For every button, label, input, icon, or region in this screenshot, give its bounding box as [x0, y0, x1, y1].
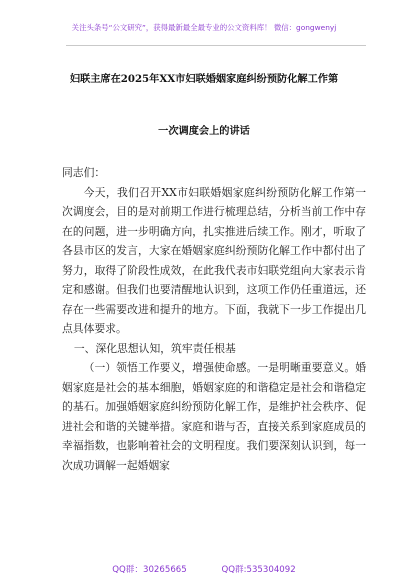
document-body — [62, 163, 366, 475]
document-title-line-1: 妇联主席在2025年XX市妇联婚姻家庭纠纷预防化解工作第 — [69, 73, 339, 85]
salutation: 同志们： — [62, 166, 106, 179]
footer-qq-group-2: QQ群:535304092 — [221, 565, 296, 575]
opening-paragraph: 今天，我们召开XX市妇联婚姻家庭纠纷预防化解工作第一次调度会，目的是对前期工作进行梳理总结，分析当前工作中存在的问题，进一步明确方向，扎实推进后续工作。刚才，听取了各县市区的发言，大家在婚姻家庭纠纷预防化解工作中都付出了努力，取得了阶段性成效，在此我代表市妇联党组向大家表示肯定和感谢。但我们也要清醒地认识到，这项工作仍任重道远，还存在一些需要改进和提升的地方。下面，我就下一步工作提出几点具体要求。 — [62, 185, 366, 335]
document-title-line-2: 一次调度会上的讲话 — [158, 125, 250, 137]
section-heading: 一、深化思想认知，筑牢责任根基 — [73, 341, 236, 355]
footer-qq-group-1: QQ群：30265665 — [112, 565, 187, 575]
footer — [0, 563, 408, 575]
header-banner: 关注头条号“公文研究”，获得最新最全最专业的公文资料库！ 微信：gongwenyj — [71, 23, 337, 32]
subsection-paragraph: （一）领悟工作要义，增强使命感。一是明晰重要意义。婚姻家庭是社会的基本细胞，婚姻家庭的和谐稳定是社会和谐稳定的基石。加强婚姻家庭纠纷预防化解工作，是维护社会秩序、促进社会和谐的关键举措。家庭和谐与否，直接关系到家庭成员的幸福指数，也影响着社会的文明程度。我们要深刻认识到，每一次成功调解一起婚姻家 — [62, 361, 366, 472]
header-divider — [66, 45, 366, 46]
